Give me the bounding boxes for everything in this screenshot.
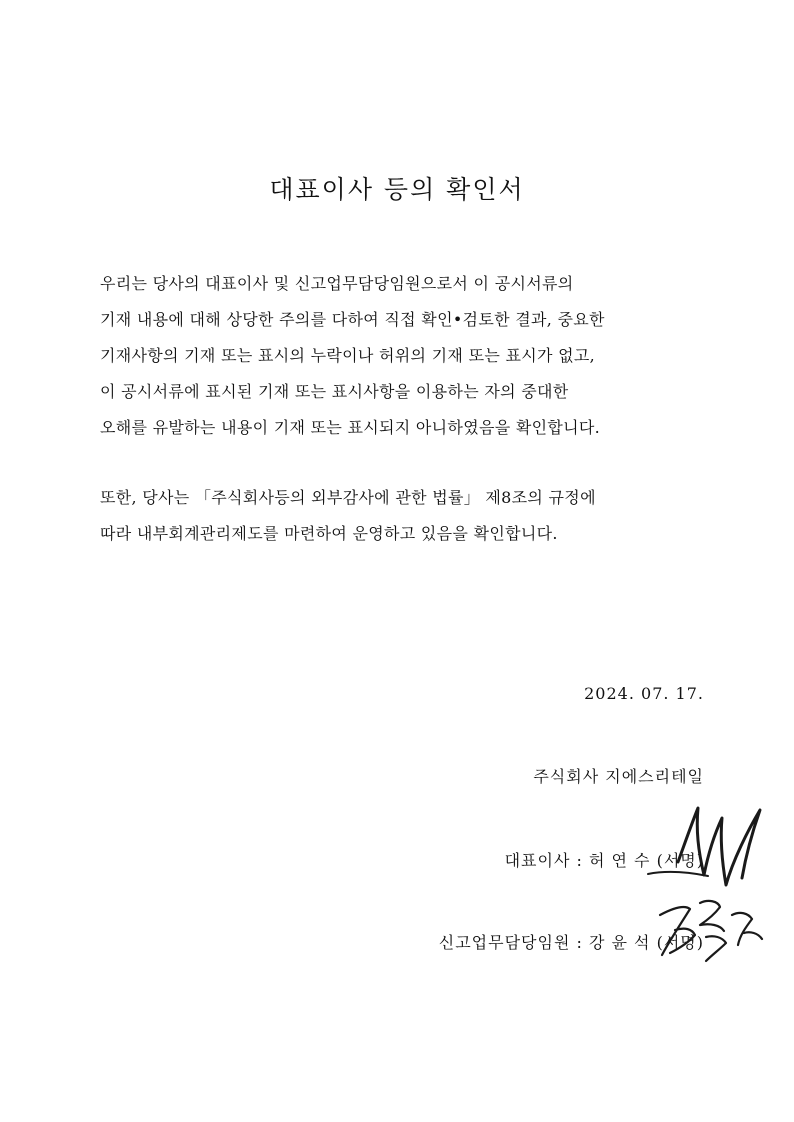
internal-control-paragraph [100, 480, 720, 552]
paragraph-line: 따라 내부회계관리제도를 마련하여 운영하고 있음을 확인합니다. [100, 524, 558, 543]
ceo-signature-line: 대표이사 : 허 연 수 (서명) [504, 851, 704, 870]
paragraph-line: 기재사항의 기재 또는 표시의 누락이나 허위의 기재 또는 표시가 없고, [100, 346, 596, 365]
paragraph-line: 또한, 당사는 「주식회사등의 외부감사에 관한 법률」 제8조의 규정에 [100, 488, 596, 507]
document-date: 2024. 07. 17. [584, 684, 704, 703]
company-name: 주식회사 지에스리테일 [533, 767, 704, 786]
paragraph-line: 기재 내용에 대해 상당한 주의를 다하여 직접 확인•검토한 결과, 중요한 [100, 310, 605, 329]
paragraph-line: 오해를 유발하는 내용이 기재 또는 표시되지 아니하였음을 확인합니다. [100, 418, 601, 437]
confirmation-paragraph [100, 266, 720, 446]
paragraph-line: 우리는 당사의 대표이사 및 신고업무담당임원으로서 이 공시서류의 [100, 274, 574, 293]
officer-handwritten-signature [640, 885, 770, 970]
officer-signature-line: 신고업무담당임원 : 강 윤 석 (서명) [438, 933, 704, 952]
paragraph-line: 이 공시서류에 표시된 기재 또는 표시사항을 이용하는 자의 중대한 [100, 382, 569, 401]
document-title: 대표이사 등의 확인서 [269, 175, 525, 204]
